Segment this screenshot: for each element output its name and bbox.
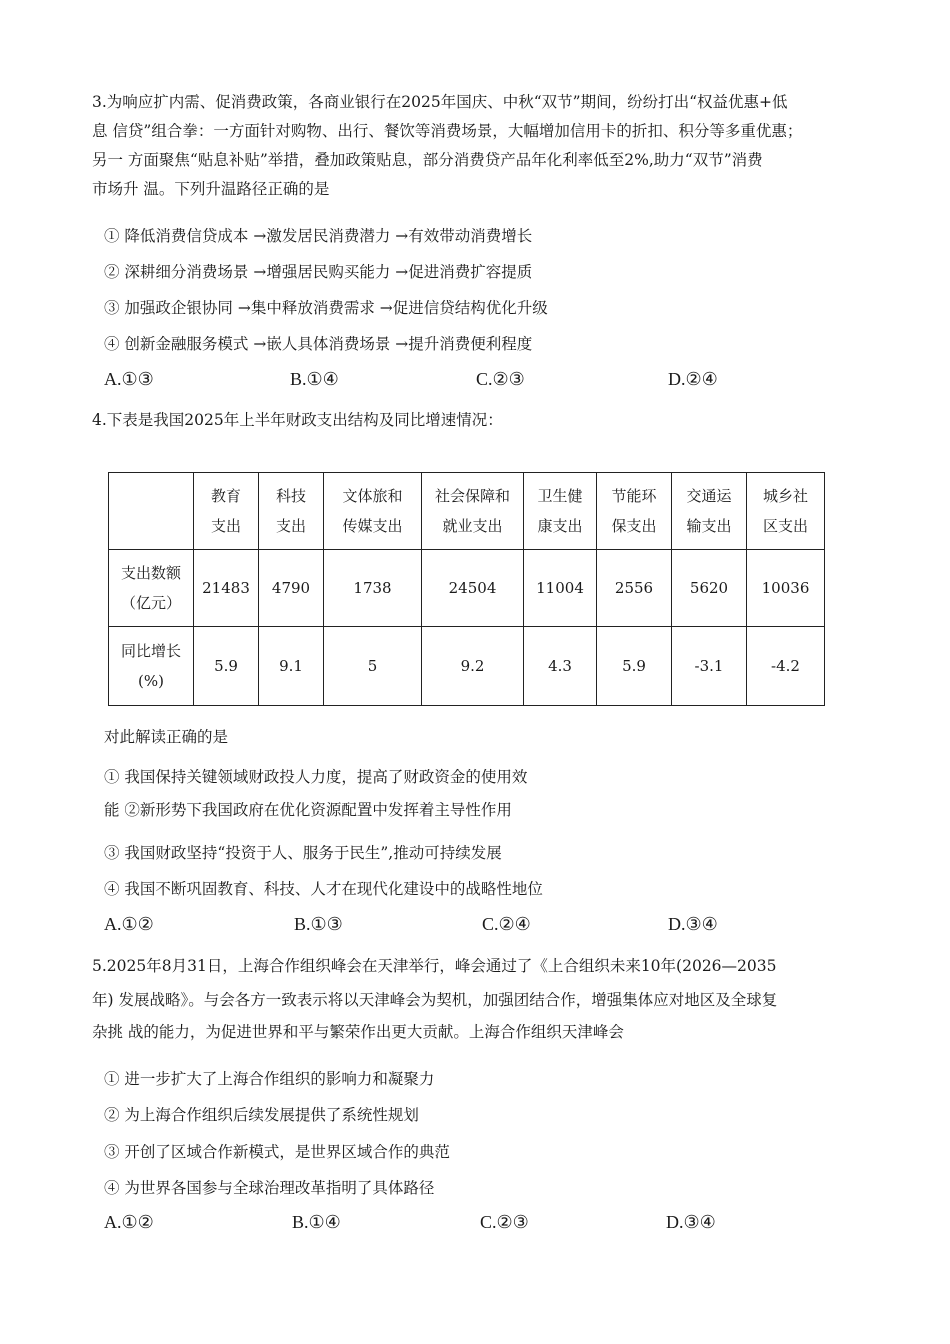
q3-stem-line-2: 息 信贷”组合拳：一方面针对购物、出行、餐饮等消费场景，大幅增加信用卡的折扣、积分等多重优惠； [92, 122, 803, 140]
q4-choice-b[interactable]: B.①③ [294, 914, 343, 934]
q5-option-2: ② 为上海合作组织后续发展提供了系统性规划 [104, 1106, 419, 1124]
q5-choices [104, 1209, 834, 1235]
table-cell: 5.9 [597, 627, 672, 706]
q4-option-2: 能 ②新形势下我国政府在优化资源配置中发挥着主导性作用 [104, 801, 512, 819]
table-header-cell: 城乡社 区支出 [747, 473, 825, 550]
table-header-cell: 节能环 保支出 [597, 473, 672, 550]
q3-option-2: ② 深耕细分消费场景 →增强居民购买能力 →促进消费扩容提质 [104, 263, 533, 281]
table-cell: -4.2 [747, 627, 825, 706]
q5-choice-d[interactable]: D.③④ [666, 1212, 716, 1232]
q4-option-1: ① 我国保持关键领域财政投人力度，提高了财政资金的使用效 [104, 768, 528, 786]
q5-choice-c[interactable]: C.②③ [480, 1212, 529, 1232]
table-row-growth [109, 627, 825, 706]
q5-option-3: ③ 开创了区域合作新模式，是世界区域合作的典范 [104, 1143, 450, 1161]
table-cell: 4.3 [524, 627, 597, 706]
q3-option-4: ④ 创新金融服务模式 →嵌人具体消费场景 →提升消费便利程度 [104, 335, 533, 353]
table-header-cell: 教育 支出 [194, 473, 259, 550]
q3-option-3: ③ 加强政企银协同 →集中释放消费需求 →促进信贷结构优化升级 [104, 299, 548, 317]
q3-choice-d[interactable]: D.②④ [668, 369, 718, 389]
q3-stem-line-4: 市场升 温。下列升温路径正确的是 [92, 180, 330, 198]
q3-choices [104, 366, 834, 392]
table-header-cell: 文体旅和 传媒支出 [324, 473, 422, 550]
q3-choice-a[interactable]: A.①③ [104, 369, 154, 389]
q3-choice-b[interactable]: B.①④ [290, 369, 339, 389]
table-cell: 9.2 [422, 627, 524, 706]
q3-choice-c[interactable]: C.②③ [476, 369, 525, 389]
table-row-label: 同比增长 (%) [109, 627, 194, 706]
q4-option-4: ④ 我国不断巩固教育、科技、人才在现代化建设中的战略性地位 [104, 880, 543, 898]
table-cell: -3.1 [672, 627, 747, 706]
q3-stem-line-1: 3.为响应扩内需、促消费政策，各商业银行在2025年国庆、中秋“双节”期间，纷纷打出“权益优惠+低 [92, 93, 788, 111]
q4-choice-c[interactable]: C.②④ [482, 914, 531, 934]
table-cell: 21483 [194, 550, 259, 627]
q4-option-3: ③ 我国财政坚持“投资于人、服务于民生”,推动可持续发展 [104, 844, 502, 862]
table-cell: 5 [324, 627, 422, 706]
fiscal-expenditure-table [108, 472, 825, 706]
q4-prompt: 对此解读正确的是 [104, 728, 229, 746]
q5-choice-b[interactable]: B.①④ [292, 1212, 341, 1232]
table-header-cell: 交通运 输支出 [672, 473, 747, 550]
table-row-amount [109, 550, 825, 627]
table-cell: 10036 [747, 550, 825, 627]
q5-choice-a[interactable]: A.①② [104, 1212, 154, 1232]
table-row-label: 支出数额 （亿元） [109, 550, 194, 627]
table-cell: 4790 [259, 550, 324, 627]
table-cell: 11004 [524, 550, 597, 627]
table-cell: 5620 [672, 550, 747, 627]
q3-stem-line-3: 另一 方面聚焦“贴息补贴”举措，叠加政策贴息，部分消费贷产品年化利率低至2%,助力“双节”消费 [92, 151, 763, 169]
table-cell: 2556 [597, 550, 672, 627]
table-header-cell: 卫生健 康支出 [524, 473, 597, 550]
q5-stem-line-3: 杂挑 战的能力，为促进世界和平与繁荣作出更大贡献。上海合作组织天津峰会 [92, 1023, 624, 1041]
q5-stem-line-1: 5.2025年8月31日，上海合作组织峰会在天津举行，峰会通过了《上合组织未来10年(2026—2035 [92, 957, 777, 975]
table-cell: 9.1 [259, 627, 324, 706]
table-corner-cell [109, 473, 194, 550]
q4-choice-d[interactable]: D.③④ [668, 914, 718, 934]
q5-option-4: ④ 为世界各国参与全球治理改革指明了具体路径 [104, 1179, 435, 1197]
table-header-cell: 社会保障和 就业支出 [422, 473, 524, 550]
table-header-row [109, 473, 825, 550]
table-cell: 1738 [324, 550, 422, 627]
q4-stem: 4.下表是我国2025年上半年财政支出结构及同比增速情况： [92, 411, 503, 429]
q4-choice-a[interactable]: A.①② [104, 914, 154, 934]
q4-choices [104, 911, 834, 937]
q5-option-1: ① 进一步扩大了上海合作组织的影响力和凝聚力 [104, 1070, 435, 1088]
q5-stem-line-2: 年) 发展战略》。与会各方一致表示将以天津峰会为契机，加强团结合作，增强集体应对地区及全球复 [92, 991, 778, 1009]
table-cell: 24504 [422, 550, 524, 627]
q3-option-1: ① 降低消费信贷成本 →激发居民消费潜力 →有效带动消费增长 [104, 227, 533, 245]
table-cell: 5.9 [194, 627, 259, 706]
table-header-cell: 科技 支出 [259, 473, 324, 550]
